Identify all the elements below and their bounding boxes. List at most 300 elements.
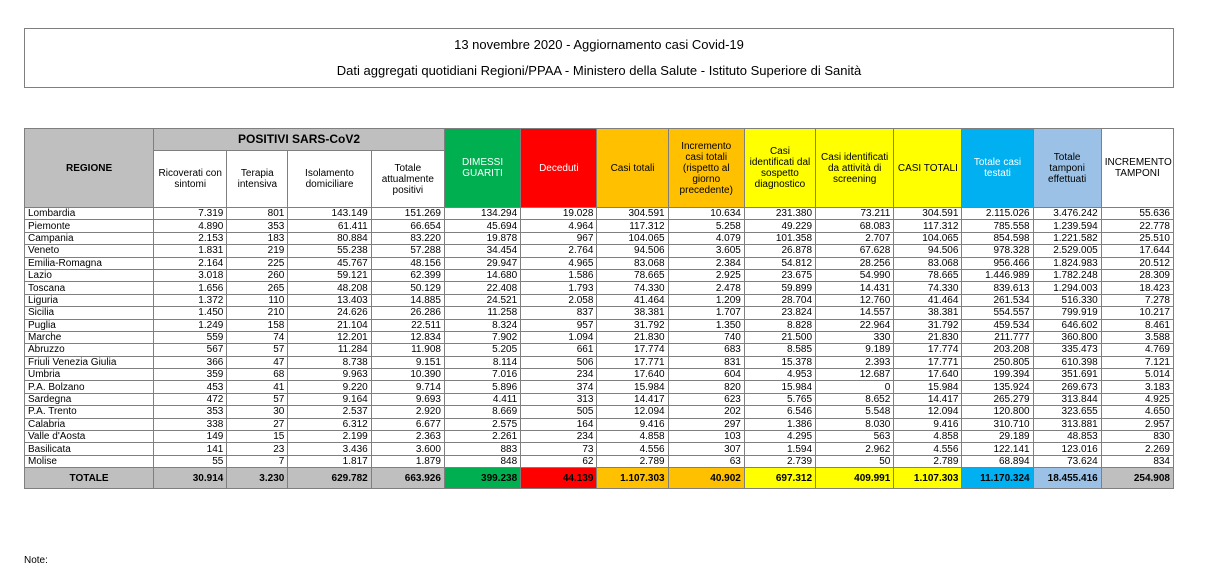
- value-cell: 48.208: [288, 282, 371, 294]
- value-cell: 374: [521, 381, 597, 393]
- value-cell: 265.279: [962, 393, 1033, 405]
- value-cell: 17.644: [1101, 245, 1173, 257]
- value-cell: 26.286: [371, 307, 444, 319]
- value-cell: 68.083: [816, 220, 894, 232]
- value-cell: 14.680: [444, 269, 520, 281]
- table-row: [25, 455, 1174, 467]
- table-row: [25, 418, 1174, 430]
- value-cell: 12.094: [894, 406, 962, 418]
- title-box: [24, 28, 1174, 88]
- value-cell: 55.636: [1101, 208, 1173, 220]
- value-cell: 304.591: [597, 208, 668, 220]
- value-cell: 11.908: [371, 344, 444, 356]
- value-cell: 4.295: [744, 431, 815, 443]
- value-cell: 559: [154, 331, 227, 343]
- value-cell: 2.115.026: [962, 208, 1033, 220]
- total-value-cell: 409.991: [816, 468, 894, 489]
- value-cell: 61.411: [288, 220, 371, 232]
- title-line-2: Dati aggregati quotidiani Regioni/PPAA - Ministero della Salute - Istituto Superiore di Sanità: [336, 63, 862, 78]
- table-row: [25, 319, 1174, 331]
- value-cell: 360.800: [1033, 331, 1101, 343]
- value-cell: 22.408: [444, 282, 520, 294]
- value-cell: 297: [668, 418, 744, 430]
- table-row: [25, 331, 1174, 343]
- value-cell: 3.588: [1101, 331, 1173, 343]
- header-positivi-group: POSITIVI SARS-CoV2: [154, 129, 445, 151]
- header-casi-testati: Totale casi testati: [962, 129, 1033, 208]
- value-cell: 1.294.003: [1033, 282, 1101, 294]
- value-cell: 225: [227, 257, 288, 269]
- value-cell: 22.511: [371, 319, 444, 331]
- region-name-cell: Molise: [25, 455, 154, 467]
- value-cell: 94.506: [597, 245, 668, 257]
- value-cell: 313.844: [1033, 393, 1101, 405]
- value-cell: 143.149: [288, 208, 371, 220]
- value-cell: 34.454: [444, 245, 520, 257]
- value-cell: 28.256: [816, 257, 894, 269]
- value-cell: 22.964: [816, 319, 894, 331]
- value-cell: 5.896: [444, 381, 520, 393]
- value-cell: 4.858: [894, 431, 962, 443]
- value-cell: 62: [521, 455, 597, 467]
- value-cell: 63: [668, 455, 744, 467]
- value-cell: 472: [154, 393, 227, 405]
- value-cell: 2.058: [521, 294, 597, 306]
- value-cell: 5.765: [744, 393, 815, 405]
- region-name-cell: Umbria: [25, 369, 154, 381]
- header-casi-totali-caps: CASI TOTALI: [894, 129, 962, 208]
- table-row: [25, 369, 1174, 381]
- table-row: [25, 220, 1174, 232]
- value-cell: 74.330: [894, 282, 962, 294]
- region-name-cell: Veneto: [25, 245, 154, 257]
- value-cell: 1.221.582: [1033, 232, 1101, 244]
- value-cell: 83.068: [894, 257, 962, 269]
- header-terapia: Terapia intensiva: [227, 151, 288, 208]
- value-cell: 151.269: [371, 208, 444, 220]
- value-cell: 17.640: [597, 369, 668, 381]
- value-cell: 799.919: [1033, 307, 1101, 319]
- value-cell: 68.894: [962, 455, 1033, 467]
- value-cell: 1.707: [668, 307, 744, 319]
- value-cell: 9.220: [288, 381, 371, 393]
- value-cell: 830: [1101, 431, 1173, 443]
- region-name-cell: Campania: [25, 232, 154, 244]
- value-cell: 4.650: [1101, 406, 1173, 418]
- value-cell: 199.394: [962, 369, 1033, 381]
- value-cell: 50.129: [371, 282, 444, 294]
- value-cell: 1.350: [668, 319, 744, 331]
- value-cell: 623: [668, 393, 744, 405]
- region-name-cell: Abruzzo: [25, 344, 154, 356]
- table-row: [25, 381, 1174, 393]
- region-name-cell: Friuli Venezia Giulia: [25, 356, 154, 368]
- region-name-cell: Basilicata: [25, 443, 154, 455]
- value-cell: 683: [668, 344, 744, 356]
- header-incremento-tamponi: INCREMENTO TAMPONI: [1101, 129, 1173, 208]
- table-row: [25, 245, 1174, 257]
- value-cell: 21.830: [597, 331, 668, 343]
- value-cell: 2.575: [444, 418, 520, 430]
- value-cell: 38.381: [597, 307, 668, 319]
- value-cell: 2.393: [816, 356, 894, 368]
- value-cell: 265: [227, 282, 288, 294]
- value-cell: 31.792: [597, 319, 668, 331]
- value-cell: 83.068: [597, 257, 668, 269]
- value-cell: 20.512: [1101, 257, 1173, 269]
- value-cell: 48.156: [371, 257, 444, 269]
- value-cell: 17.774: [894, 344, 962, 356]
- value-cell: 49.229: [744, 220, 815, 232]
- value-cell: 2.537: [288, 406, 371, 418]
- header-dimessi: DIMESSI GUARITI: [444, 129, 520, 208]
- total-value-cell: 663.926: [371, 468, 444, 489]
- region-name-cell: Piemonte: [25, 220, 154, 232]
- total-value-cell: 399.238: [444, 468, 520, 489]
- header-totale-positivi: Totale attualmente positivi: [371, 151, 444, 208]
- value-cell: 506: [521, 356, 597, 368]
- value-cell: 353: [227, 220, 288, 232]
- value-cell: 14.557: [816, 307, 894, 319]
- value-cell: 234: [521, 431, 597, 443]
- value-cell: 117.312: [894, 220, 962, 232]
- value-cell: 15: [227, 431, 288, 443]
- value-cell: 8.585: [744, 344, 815, 356]
- value-cell: 1.817: [288, 455, 371, 467]
- value-cell: 183: [227, 232, 288, 244]
- value-cell: 785.558: [962, 220, 1033, 232]
- table-body: [25, 208, 1174, 489]
- value-cell: 9.164: [288, 393, 371, 405]
- header-ricoverati: Ricoverati con sintomi: [154, 151, 227, 208]
- table-row: [25, 393, 1174, 405]
- value-cell: 4.890: [154, 220, 227, 232]
- value-cell: 55: [154, 455, 227, 467]
- value-cell: 68: [227, 369, 288, 381]
- value-cell: 269.673: [1033, 381, 1101, 393]
- value-cell: 24.521: [444, 294, 520, 306]
- table-row: [25, 307, 1174, 319]
- value-cell: 2.269: [1101, 443, 1173, 455]
- value-cell: 8.669: [444, 406, 520, 418]
- region-name-cell: Calabria: [25, 418, 154, 430]
- value-cell: 2.957: [1101, 418, 1173, 430]
- value-cell: 351.691: [1033, 369, 1101, 381]
- value-cell: 41.464: [894, 294, 962, 306]
- value-cell: 14.431: [816, 282, 894, 294]
- total-value-cell: 30.914: [154, 468, 227, 489]
- value-cell: 22.778: [1101, 220, 1173, 232]
- value-cell: 7.278: [1101, 294, 1173, 306]
- value-cell: 55.238: [288, 245, 371, 257]
- table-row: [25, 443, 1174, 455]
- value-cell: 12.094: [597, 406, 668, 418]
- value-cell: 12.834: [371, 331, 444, 343]
- value-cell: 30: [227, 406, 288, 418]
- value-cell: 2.789: [894, 455, 962, 467]
- value-cell: 120.800: [962, 406, 1033, 418]
- value-cell: 73.211: [816, 208, 894, 220]
- region-name-cell: Sicilia: [25, 307, 154, 319]
- value-cell: 15.984: [894, 381, 962, 393]
- value-cell: 8.324: [444, 319, 520, 331]
- region-name-cell: Lazio: [25, 269, 154, 281]
- table-row: [25, 356, 1174, 368]
- value-cell: 59.121: [288, 269, 371, 281]
- header-isolamento: Isolamento domiciliare: [288, 151, 371, 208]
- value-cell: 2.962: [816, 443, 894, 455]
- value-cell: 2.164: [154, 257, 227, 269]
- value-cell: 74.330: [597, 282, 668, 294]
- value-cell: 837: [521, 307, 597, 319]
- value-cell: 66.654: [371, 220, 444, 232]
- value-cell: 74: [227, 331, 288, 343]
- value-cell: 17.640: [894, 369, 962, 381]
- value-cell: 4.556: [597, 443, 668, 455]
- value-cell: 1.594: [744, 443, 815, 455]
- value-cell: 135.924: [962, 381, 1033, 393]
- value-cell: 14.885: [371, 294, 444, 306]
- value-cell: 2.764: [521, 245, 597, 257]
- value-cell: 149: [154, 431, 227, 443]
- value-cell: 27: [227, 418, 288, 430]
- value-cell: 57.288: [371, 245, 444, 257]
- total-value-cell: 40.902: [668, 468, 744, 489]
- value-cell: 110: [227, 294, 288, 306]
- value-cell: 516.330: [1033, 294, 1101, 306]
- value-cell: 15.984: [597, 381, 668, 393]
- value-cell: 261.534: [962, 294, 1033, 306]
- value-cell: 313.881: [1033, 418, 1101, 430]
- value-cell: 8.461: [1101, 319, 1173, 331]
- value-cell: 21.104: [288, 319, 371, 331]
- value-cell: 80.884: [288, 232, 371, 244]
- value-cell: 359: [154, 369, 227, 381]
- value-cell: 2.529.005: [1033, 245, 1101, 257]
- region-name-cell: Toscana: [25, 282, 154, 294]
- value-cell: 9.693: [371, 393, 444, 405]
- region-name-cell: Marche: [25, 331, 154, 343]
- value-cell: 9.416: [894, 418, 962, 430]
- value-cell: 1.094: [521, 331, 597, 343]
- value-cell: 164: [521, 418, 597, 430]
- header-incremento-casi: Incremento casi totali (rispetto al giorno precedente): [668, 129, 744, 208]
- value-cell: 19.878: [444, 232, 520, 244]
- value-cell: 23: [227, 443, 288, 455]
- value-cell: 5.258: [668, 220, 744, 232]
- value-cell: 1.239.594: [1033, 220, 1101, 232]
- value-cell: 957: [521, 319, 597, 331]
- value-cell: 9.151: [371, 356, 444, 368]
- value-cell: 459.534: [962, 319, 1033, 331]
- header-casi-totali: Casi totali: [597, 129, 668, 208]
- value-cell: 1.793: [521, 282, 597, 294]
- value-cell: 453: [154, 381, 227, 393]
- value-cell: 210: [227, 307, 288, 319]
- value-cell: 1.249: [154, 319, 227, 331]
- value-cell: 29.947: [444, 257, 520, 269]
- value-cell: 31.792: [894, 319, 962, 331]
- value-cell: 4.556: [894, 443, 962, 455]
- value-cell: 117.312: [597, 220, 668, 232]
- value-cell: 854.598: [962, 232, 1033, 244]
- value-cell: 59.899: [744, 282, 815, 294]
- value-cell: 250.805: [962, 356, 1033, 368]
- value-cell: 8.738: [288, 356, 371, 368]
- value-cell: 5.205: [444, 344, 520, 356]
- value-cell: 831: [668, 356, 744, 368]
- value-cell: 4.411: [444, 393, 520, 405]
- value-cell: 14.417: [597, 393, 668, 405]
- value-cell: 104.065: [894, 232, 962, 244]
- value-cell: 8.114: [444, 356, 520, 368]
- value-cell: 15.378: [744, 356, 815, 368]
- value-cell: 2.261: [444, 431, 520, 443]
- value-cell: 1.450: [154, 307, 227, 319]
- value-cell: 41.464: [597, 294, 668, 306]
- value-cell: 38.381: [894, 307, 962, 319]
- value-cell: 1.586: [521, 269, 597, 281]
- region-name-cell: Liguria: [25, 294, 154, 306]
- value-cell: 47: [227, 356, 288, 368]
- value-cell: 1.824.983: [1033, 257, 1101, 269]
- value-cell: 78.665: [894, 269, 962, 281]
- value-cell: 330: [816, 331, 894, 343]
- value-cell: 1.386: [744, 418, 815, 430]
- value-cell: 141: [154, 443, 227, 455]
- value-cell: 304.591: [894, 208, 962, 220]
- value-cell: 554.557: [962, 307, 1033, 319]
- value-cell: 567: [154, 344, 227, 356]
- value-cell: 19.028: [521, 208, 597, 220]
- value-cell: 8.030: [816, 418, 894, 430]
- region-name-cell: P.A. Trento: [25, 406, 154, 418]
- value-cell: 25.510: [1101, 232, 1173, 244]
- value-cell: 2.199: [288, 431, 371, 443]
- value-cell: 24.626: [288, 307, 371, 319]
- header-tamponi: Totale tamponi effettuati: [1033, 129, 1101, 208]
- value-cell: 740: [668, 331, 744, 343]
- total-value-cell: 697.312: [744, 468, 815, 489]
- value-cell: 2.707: [816, 232, 894, 244]
- value-cell: 101.358: [744, 232, 815, 244]
- value-cell: 1.879: [371, 455, 444, 467]
- table-row: [25, 344, 1174, 356]
- value-cell: 2.153: [154, 232, 227, 244]
- value-cell: 12.201: [288, 331, 371, 343]
- value-cell: 13.403: [288, 294, 371, 306]
- value-cell: 26.878: [744, 245, 815, 257]
- value-cell: 3.600: [371, 443, 444, 455]
- value-cell: 158: [227, 319, 288, 331]
- value-cell: 6.677: [371, 418, 444, 430]
- total-value-cell: 3.230: [227, 468, 288, 489]
- region-name-cell: Sardegna: [25, 393, 154, 405]
- total-row: [25, 468, 1174, 489]
- value-cell: 3.605: [668, 245, 744, 257]
- value-cell: 21.830: [894, 331, 962, 343]
- value-cell: 62.399: [371, 269, 444, 281]
- table-row: [25, 282, 1174, 294]
- value-cell: 563: [816, 431, 894, 443]
- value-cell: 48.853: [1033, 431, 1101, 443]
- value-cell: 3.183: [1101, 381, 1173, 393]
- value-cell: 28.309: [1101, 269, 1173, 281]
- value-cell: 834: [1101, 455, 1173, 467]
- value-cell: 967: [521, 232, 597, 244]
- value-cell: 313: [521, 393, 597, 405]
- value-cell: 202: [668, 406, 744, 418]
- region-name-cell: Valle d'Aosta: [25, 431, 154, 443]
- region-name-cell: Lombardia: [25, 208, 154, 220]
- value-cell: 29.189: [962, 431, 1033, 443]
- header-deceduti: Deceduti: [521, 129, 597, 208]
- value-cell: 15.984: [744, 381, 815, 393]
- value-cell: 17.771: [894, 356, 962, 368]
- header-sospetto: Casi identificati dal sospetto diagnostico: [744, 129, 815, 208]
- covid-data-table: [24, 128, 1174, 489]
- value-cell: 978.328: [962, 245, 1033, 257]
- total-value-cell: 254.908: [1101, 468, 1173, 489]
- value-cell: 231.380: [744, 208, 815, 220]
- value-cell: 17.774: [597, 344, 668, 356]
- value-cell: 4.858: [597, 431, 668, 443]
- value-cell: 94.506: [894, 245, 962, 257]
- value-cell: 45.694: [444, 220, 520, 232]
- region-name-cell: Emilia-Romagna: [25, 257, 154, 269]
- value-cell: 123.016: [1033, 443, 1101, 455]
- table-row: [25, 208, 1174, 220]
- value-cell: 260: [227, 269, 288, 281]
- value-cell: 57: [227, 344, 288, 356]
- total-value-cell: 18.455.416: [1033, 468, 1101, 489]
- value-cell: 646.602: [1033, 319, 1101, 331]
- total-label-cell: TOTALE: [25, 468, 154, 489]
- total-value-cell: 44.139: [521, 468, 597, 489]
- value-cell: 50: [816, 455, 894, 467]
- value-cell: 9.714: [371, 381, 444, 393]
- value-cell: 41: [227, 381, 288, 393]
- value-cell: 104.065: [597, 232, 668, 244]
- value-cell: 4.925: [1101, 393, 1173, 405]
- value-cell: 2.478: [668, 282, 744, 294]
- table-row: [25, 257, 1174, 269]
- value-cell: 7: [227, 455, 288, 467]
- value-cell: 3.018: [154, 269, 227, 281]
- value-cell: 1.656: [154, 282, 227, 294]
- value-cell: 17.771: [597, 356, 668, 368]
- value-cell: 10.217: [1101, 307, 1173, 319]
- total-value-cell: 1.107.303: [894, 468, 962, 489]
- value-cell: 3.476.242: [1033, 208, 1101, 220]
- value-cell: 18.423: [1101, 282, 1173, 294]
- value-cell: 956.466: [962, 257, 1033, 269]
- value-cell: 54.812: [744, 257, 815, 269]
- value-cell: 610.398: [1033, 356, 1101, 368]
- value-cell: 9.189: [816, 344, 894, 356]
- value-cell: 11.284: [288, 344, 371, 356]
- value-cell: 9.416: [597, 418, 668, 430]
- value-cell: 604: [668, 369, 744, 381]
- value-cell: 2.384: [668, 257, 744, 269]
- note-label: Note:: [24, 555, 48, 566]
- value-cell: 307: [668, 443, 744, 455]
- value-cell: 211.777: [962, 331, 1033, 343]
- value-cell: 54.990: [816, 269, 894, 281]
- value-cell: 2.925: [668, 269, 744, 281]
- value-cell: 1.446.989: [962, 269, 1033, 281]
- value-cell: 6.312: [288, 418, 371, 430]
